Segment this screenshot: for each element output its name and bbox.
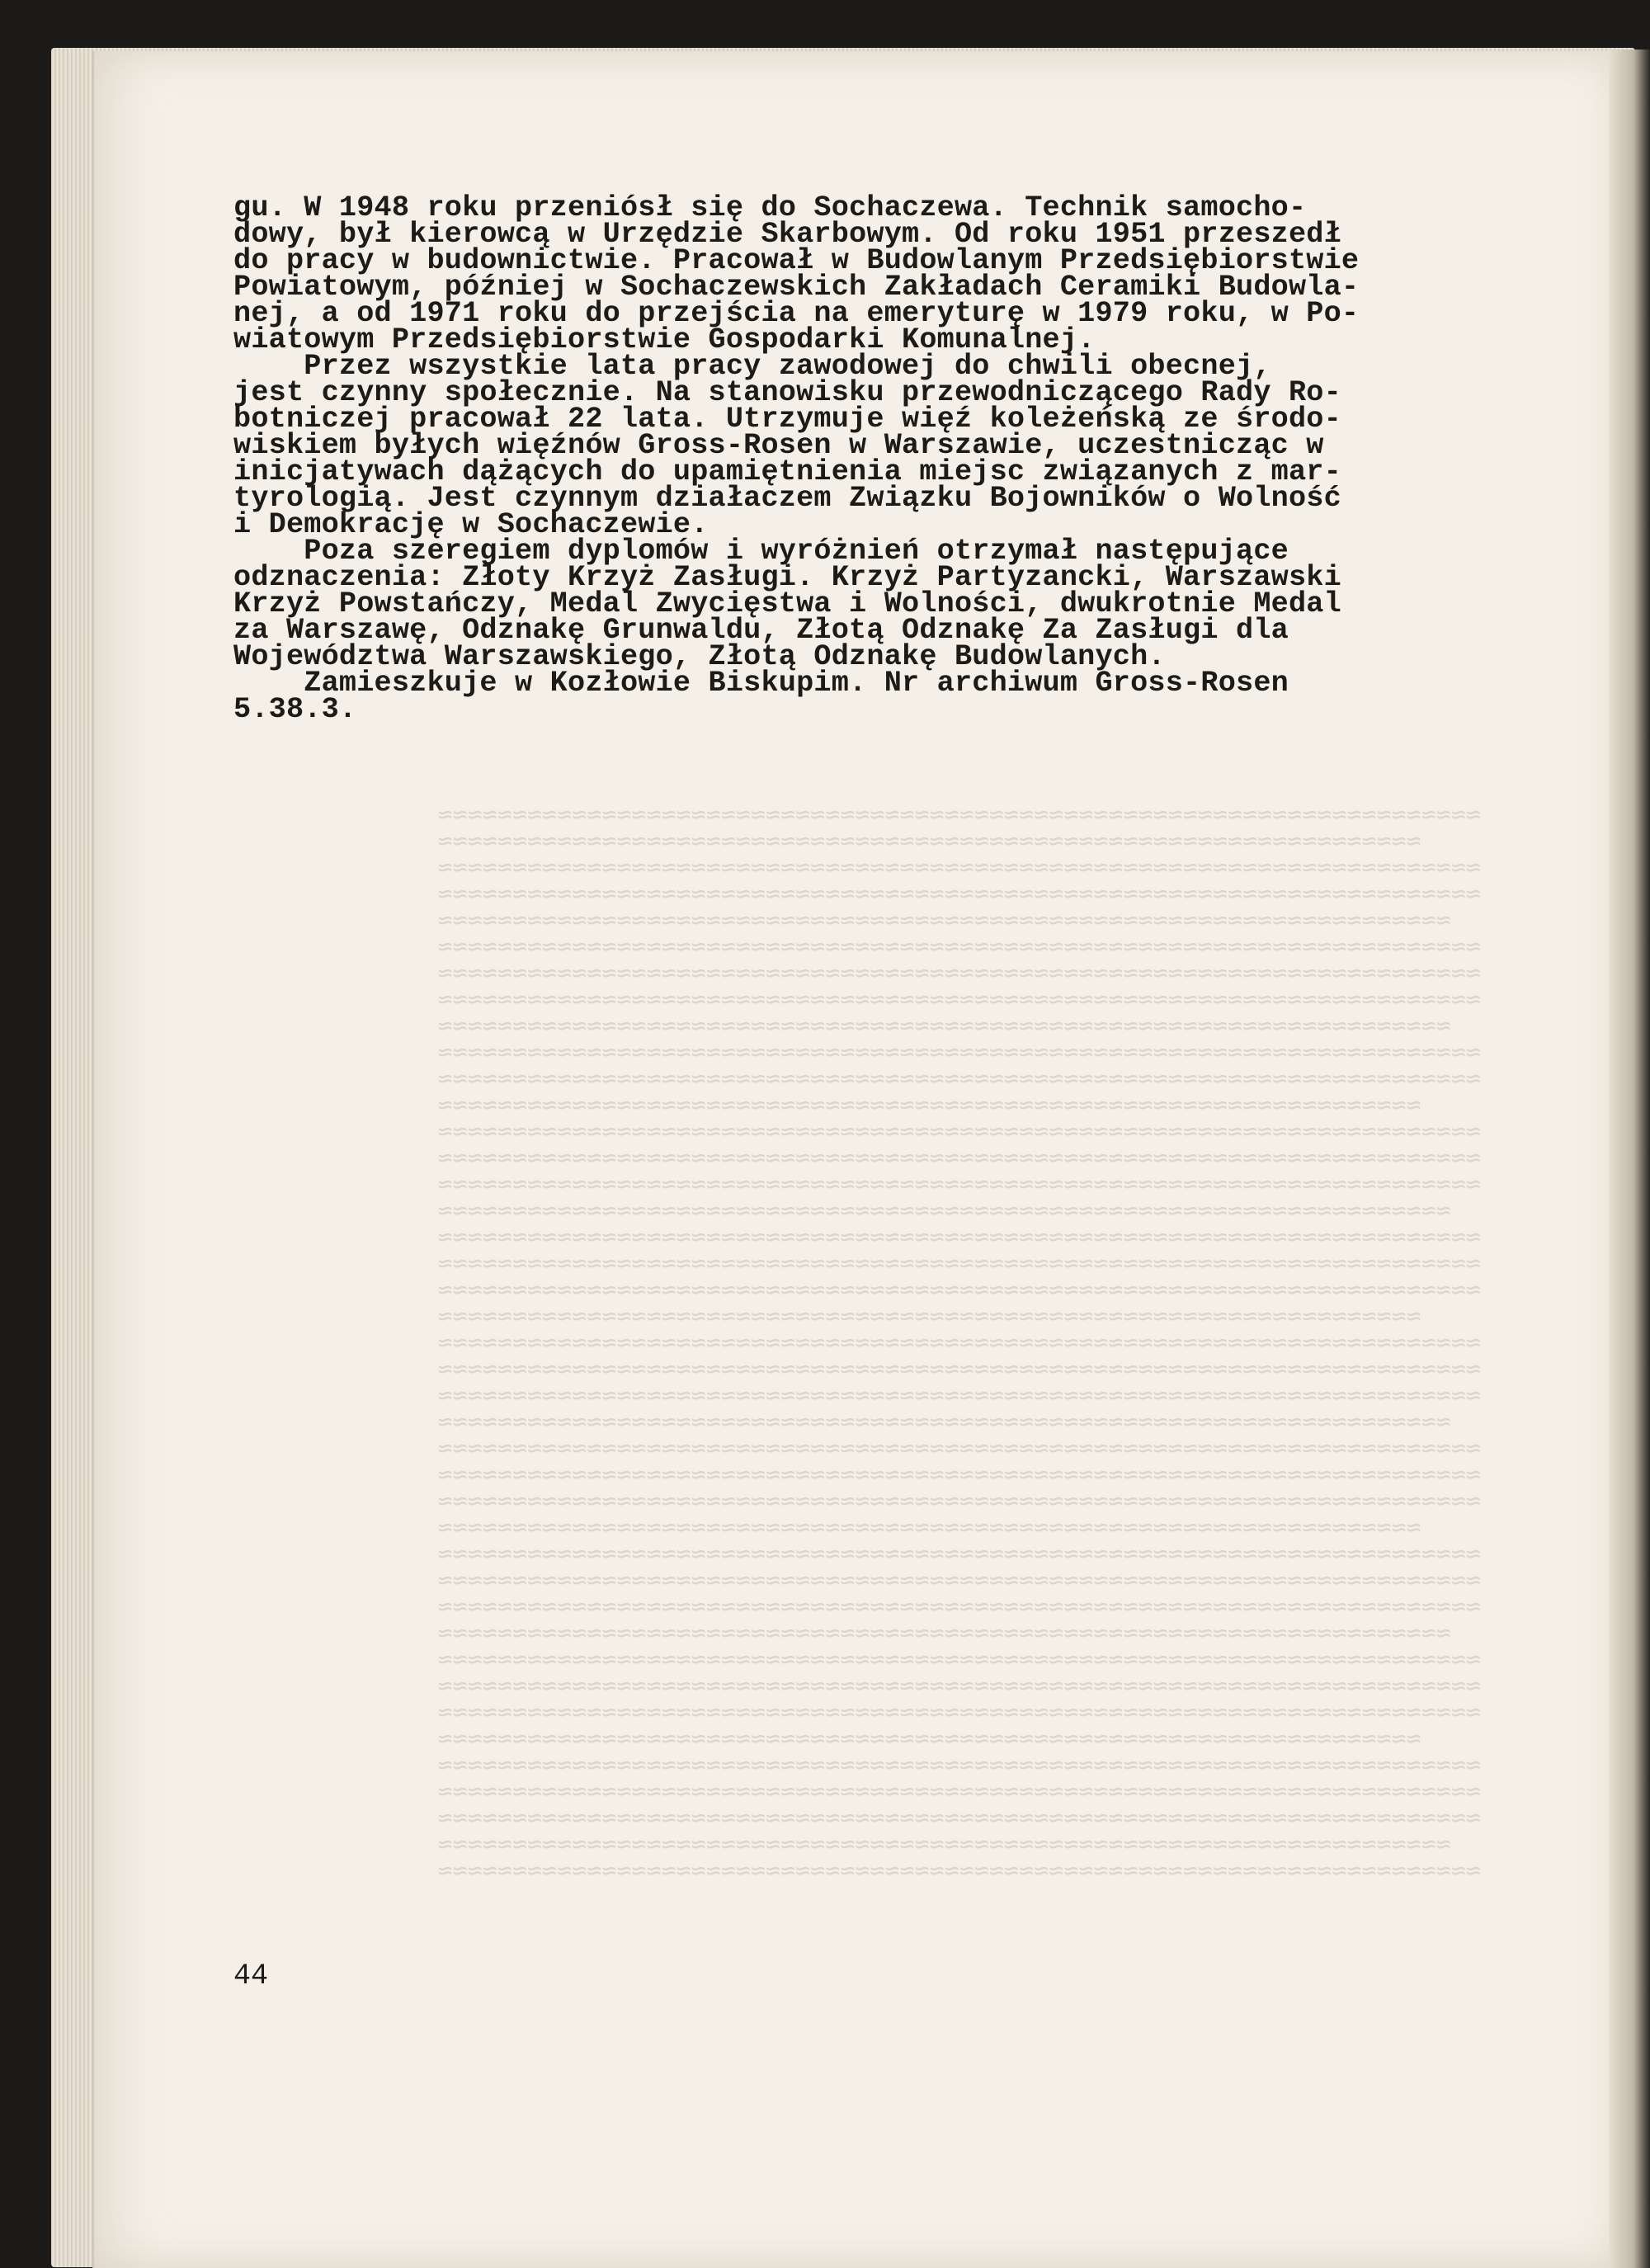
text-line: Zamieszkuje w Kozłowie Biskupim. Nr archiwum Gross-Rosen — [233, 667, 1289, 700]
text-line: nej, a od 1971 roku do przejścia na emeryturę w 1979 roku, w Po- — [233, 297, 1360, 330]
text-line: i Demokrację w Sochaczewie. — [233, 508, 709, 541]
text-line: Powiatowym, później w Sochaczewskich Zakładach Ceramiki Budowla- — [233, 271, 1360, 304]
text-line: dowy, był kierowcą w Urzędzie Skarbowym. Od roku 1951 przeszedł — [233, 218, 1341, 251]
page-right-shadow — [1609, 50, 1650, 2268]
text-line: tyrologią. Jest czynnym działaczem Związku Bojowników o Wolność — [233, 482, 1341, 515]
text-line: wiatowym Przedsiębiorstwie Gospodarki Komunalnej. — [233, 323, 1096, 356]
text-line: odznaczenia: Złoty Krzyż Zasługi. Krzyż Partyzancki, Warszawski — [233, 561, 1341, 594]
text-line: za Warszawę, Odznakę Grunwaldu, Złotą Odznakę Za Zasługi dla — [233, 614, 1289, 647]
body-text — [233, 191, 1487, 726]
text-line: botniczej pracował 22 lata. Utrzymuje więź koleżeńską ze środo- — [233, 403, 1341, 436]
text-line: inicjatywach dążących do upamiętnienia miejsc związanych z mar- — [233, 455, 1341, 488]
page-number: 44 — [233, 1959, 269, 1992]
bleed-through-texture: ≈≈≈≈≈≈≈≈≈≈≈≈≈≈≈≈≈≈≈≈≈≈≈≈≈≈≈≈≈≈≈≈≈≈≈≈≈≈≈≈≈≈≈≈≈≈≈≈≈≈≈≈≈≈≈≈≈≈≈≈≈≈≈≈≈≈≈≈≈≈ ≈≈≈≈≈≈≈≈≈≈≈≈≈≈≈≈≈≈≈≈≈≈≈≈≈≈≈≈≈≈≈≈≈≈≈≈≈≈≈≈≈≈≈≈≈≈≈≈≈≈≈≈≈≈≈≈≈≈≈≈≈≈≈≈≈≈ ≈≈≈≈≈≈≈≈≈≈≈≈≈≈≈≈≈≈≈≈≈≈≈≈≈≈≈≈≈≈≈≈≈≈≈≈≈≈≈≈≈≈≈≈≈≈≈≈≈≈≈≈≈≈≈≈≈≈≈≈≈≈≈≈≈≈≈≈≈≈ ≈≈≈≈≈≈≈≈≈≈≈≈≈≈≈≈≈≈≈≈≈≈≈≈≈≈≈≈≈≈≈≈≈≈≈≈≈≈≈≈≈≈≈≈≈≈≈≈≈≈≈≈≈≈≈≈≈≈≈≈≈≈≈≈≈≈≈≈≈≈ ≈≈≈≈≈≈≈≈≈≈≈≈≈≈≈≈≈≈≈≈≈≈≈≈≈≈≈≈≈≈≈≈≈≈≈≈≈≈≈≈≈≈≈≈≈≈≈≈≈≈≈≈≈≈≈≈≈≈≈≈≈≈≈≈≈≈≈≈ ≈≈≈≈≈≈≈≈≈≈≈≈≈≈≈≈≈≈≈≈≈≈≈≈≈≈≈≈≈≈≈≈≈≈≈≈≈≈≈≈≈≈≈≈≈≈≈≈≈≈≈≈≈≈≈≈≈≈≈≈≈≈≈≈≈≈≈≈≈≈ ≈≈≈≈≈≈≈≈≈≈≈≈≈≈≈≈≈≈≈≈≈≈≈≈≈≈≈≈≈≈≈≈≈≈≈≈≈≈≈≈≈≈≈≈≈≈≈≈≈≈≈≈≈≈≈≈≈≈≈≈≈≈≈≈≈≈≈≈≈≈ ≈≈≈≈≈≈≈≈≈≈≈≈≈≈≈≈≈≈≈≈≈≈≈≈≈≈≈≈≈≈≈≈≈≈≈≈≈≈≈≈≈≈≈≈≈≈≈≈≈≈≈≈≈≈≈≈≈≈≈≈≈≈≈≈≈≈≈≈≈≈ ≈≈≈≈≈≈≈≈≈≈≈≈≈≈≈≈≈≈≈≈≈≈≈≈≈≈≈≈≈≈≈≈≈≈≈≈≈≈≈≈≈≈≈≈≈≈≈≈≈≈≈≈≈≈≈≈≈≈≈≈≈≈≈≈≈≈≈≈ ≈≈≈≈≈≈≈≈≈≈≈≈≈≈≈≈≈≈≈≈≈≈≈≈≈≈≈≈≈≈≈≈≈≈≈≈≈≈≈≈≈≈≈≈≈≈≈≈≈≈≈≈≈≈≈≈≈≈≈≈≈≈≈≈≈≈≈≈≈≈ ≈≈≈≈≈≈≈≈≈≈≈≈≈≈≈≈≈≈≈≈≈≈≈≈≈≈≈≈≈≈≈≈≈≈≈≈≈≈≈≈≈≈≈≈≈≈≈≈≈≈≈≈≈≈≈≈≈≈≈≈≈≈≈≈≈≈≈≈≈≈ ≈≈≈≈≈≈≈≈≈≈≈≈≈≈≈≈≈≈≈≈≈≈≈≈≈≈≈≈≈≈≈≈≈≈≈≈≈≈≈≈≈≈≈≈≈≈≈≈≈≈≈≈≈≈≈≈≈≈≈≈≈≈≈≈≈≈ ≈≈≈≈≈≈≈≈≈≈≈≈≈≈≈≈≈≈≈≈≈≈≈≈≈≈≈≈≈≈≈≈≈≈≈≈≈≈≈≈≈≈≈≈≈≈≈≈≈≈≈≈≈≈≈≈≈≈≈≈≈≈≈≈≈≈≈≈≈≈ ≈≈≈≈≈≈≈≈≈≈≈≈≈≈≈≈≈≈≈≈≈≈≈≈≈≈≈≈≈≈≈≈≈≈≈≈≈≈≈≈≈≈≈≈≈≈≈≈≈≈≈≈≈≈≈≈≈≈≈≈≈≈≈≈≈≈≈≈≈≈ ≈≈≈≈≈≈≈≈≈≈≈≈≈≈≈≈≈≈≈≈≈≈≈≈≈≈≈≈≈≈≈≈≈≈≈≈≈≈≈≈≈≈≈≈≈≈≈≈≈≈≈≈≈≈≈≈≈≈≈≈≈≈≈≈≈≈≈≈≈≈ ≈≈≈≈≈≈≈≈≈≈≈≈≈≈≈≈≈≈≈≈≈≈≈≈≈≈≈≈≈≈≈≈≈≈≈≈≈≈≈≈≈≈≈≈≈≈≈≈≈≈≈≈≈≈≈≈≈≈≈≈≈≈≈≈≈≈≈≈ ≈≈≈≈≈≈≈≈≈≈≈≈≈≈≈≈≈≈≈≈≈≈≈≈≈≈≈≈≈≈≈≈≈≈≈≈≈≈≈≈≈≈≈≈≈≈≈≈≈≈≈≈≈≈≈≈≈≈≈≈≈≈≈≈≈≈≈≈≈≈ ≈≈≈≈≈≈≈≈≈≈≈≈≈≈≈≈≈≈≈≈≈≈≈≈≈≈≈≈≈≈≈≈≈≈≈≈≈≈≈≈≈≈≈≈≈≈≈≈≈≈≈≈≈≈≈≈≈≈≈≈≈≈≈≈≈≈≈≈≈≈ ≈≈≈≈≈≈≈≈≈≈≈≈≈≈≈≈≈≈≈≈≈≈≈≈≈≈≈≈≈≈≈≈≈≈≈≈≈≈≈≈≈≈≈≈≈≈≈≈≈≈≈≈≈≈≈≈≈≈≈≈≈≈≈≈≈≈≈≈≈≈ ≈≈≈≈≈≈≈≈≈≈≈≈≈≈≈≈≈≈≈≈≈≈≈≈≈≈≈≈≈≈≈≈≈≈≈≈≈≈≈≈≈≈≈≈≈≈≈≈≈≈≈≈≈≈≈≈≈≈≈≈≈≈≈≈≈≈ ≈≈≈≈≈≈≈≈≈≈≈≈≈≈≈≈≈≈≈≈≈≈≈≈≈≈≈≈≈≈≈≈≈≈≈≈≈≈≈≈≈≈≈≈≈≈≈≈≈≈≈≈≈≈≈≈≈≈≈≈≈≈≈≈≈≈≈≈≈≈ ≈≈≈≈≈≈≈≈≈≈≈≈≈≈≈≈≈≈≈≈≈≈≈≈≈≈≈≈≈≈≈≈≈≈≈≈≈≈≈≈≈≈≈≈≈≈≈≈≈≈≈≈≈≈≈≈≈≈≈≈≈≈≈≈≈≈≈≈≈≈ ≈≈≈≈≈≈≈≈≈≈≈≈≈≈≈≈≈≈≈≈≈≈≈≈≈≈≈≈≈≈≈≈≈≈≈≈≈≈≈≈≈≈≈≈≈≈≈≈≈≈≈≈≈≈≈≈≈≈≈≈≈≈≈≈≈≈≈≈≈≈ ≈≈≈≈≈≈≈≈≈≈≈≈≈≈≈≈≈≈≈≈≈≈≈≈≈≈≈≈≈≈≈≈≈≈≈≈≈≈≈≈≈≈≈≈≈≈≈≈≈≈≈≈≈≈≈≈≈≈≈≈≈≈≈≈≈≈≈≈ ≈≈≈≈≈≈≈≈≈≈≈≈≈≈≈≈≈≈≈≈≈≈≈≈≈≈≈≈≈≈≈≈≈≈≈≈≈≈≈≈≈≈≈≈≈≈≈≈≈≈≈≈≈≈≈≈≈≈≈≈≈≈≈≈≈≈≈≈≈≈ ≈≈≈≈≈≈≈≈≈≈≈≈≈≈≈≈≈≈≈≈≈≈≈≈≈≈≈≈≈≈≈≈≈≈≈≈≈≈≈≈≈≈≈≈≈≈≈≈≈≈≈≈≈≈≈≈≈≈≈≈≈≈≈≈≈≈≈≈≈≈ ≈≈≈≈≈≈≈≈≈≈≈≈≈≈≈≈≈≈≈≈≈≈≈≈≈≈≈≈≈≈≈≈≈≈≈≈≈≈≈≈≈≈≈≈≈≈≈≈≈≈≈≈≈≈≈≈≈≈≈≈≈≈≈≈≈≈≈≈≈≈ ≈≈≈≈≈≈≈≈≈≈≈≈≈≈≈≈≈≈≈≈≈≈≈≈≈≈≈≈≈≈≈≈≈≈≈≈≈≈≈≈≈≈≈≈≈≈≈≈≈≈≈≈≈≈≈≈≈≈≈≈≈≈≈≈≈≈ ≈≈≈≈≈≈≈≈≈≈≈≈≈≈≈≈≈≈≈≈≈≈≈≈≈≈≈≈≈≈≈≈≈≈≈≈≈≈≈≈≈≈≈≈≈≈≈≈≈≈≈≈≈≈≈≈≈≈≈≈≈≈≈≈≈≈≈≈≈≈ ≈≈≈≈≈≈≈≈≈≈≈≈≈≈≈≈≈≈≈≈≈≈≈≈≈≈≈≈≈≈≈≈≈≈≈≈≈≈≈≈≈≈≈≈≈≈≈≈≈≈≈≈≈≈≈≈≈≈≈≈≈≈≈≈≈≈≈≈≈≈ ≈≈≈≈≈≈≈≈≈≈≈≈≈≈≈≈≈≈≈≈≈≈≈≈≈≈≈≈≈≈≈≈≈≈≈≈≈≈≈≈≈≈≈≈≈≈≈≈≈≈≈≈≈≈≈≈≈≈≈≈≈≈≈≈≈≈≈≈≈≈ ≈≈≈≈≈≈≈≈≈≈≈≈≈≈≈≈≈≈≈≈≈≈≈≈≈≈≈≈≈≈≈≈≈≈≈≈≈≈≈≈≈≈≈≈≈≈≈≈≈≈≈≈≈≈≈≈≈≈≈≈≈≈≈≈≈≈≈≈ ≈≈≈≈≈≈≈≈≈≈≈≈≈≈≈≈≈≈≈≈≈≈≈≈≈≈≈≈≈≈≈≈≈≈≈≈≈≈≈≈≈≈≈≈≈≈≈≈≈≈≈≈≈≈≈≈≈≈≈≈≈≈≈≈≈≈≈≈≈≈ ≈≈≈≈≈≈≈≈≈≈≈≈≈≈≈≈≈≈≈≈≈≈≈≈≈≈≈≈≈≈≈≈≈≈≈≈≈≈≈≈≈≈≈≈≈≈≈≈≈≈≈≈≈≈≈≈≈≈≈≈≈≈≈≈≈≈≈≈≈≈ ≈≈≈≈≈≈≈≈≈≈≈≈≈≈≈≈≈≈≈≈≈≈≈≈≈≈≈≈≈≈≈≈≈≈≈≈≈≈≈≈≈≈≈≈≈≈≈≈≈≈≈≈≈≈≈≈≈≈≈≈≈≈≈≈≈≈≈≈≈≈ ≈≈≈≈≈≈≈≈≈≈≈≈≈≈≈≈≈≈≈≈≈≈≈≈≈≈≈≈≈≈≈≈≈≈≈≈≈≈≈≈≈≈≈≈≈≈≈≈≈≈≈≈≈≈≈≈≈≈≈≈≈≈≈≈≈≈ ≈≈≈≈≈≈≈≈≈≈≈≈≈≈≈≈≈≈≈≈≈≈≈≈≈≈≈≈≈≈≈≈≈≈≈≈≈≈≈≈≈≈≈≈≈≈≈≈≈≈≈≈≈≈≈≈≈≈≈≈≈≈≈≈≈≈≈≈≈≈ ≈≈≈≈≈≈≈≈≈≈≈≈≈≈≈≈≈≈≈≈≈≈≈≈≈≈≈≈≈≈≈≈≈≈≈≈≈≈≈≈≈≈≈≈≈≈≈≈≈≈≈≈≈≈≈≈≈≈≈≈≈≈≈≈≈≈≈≈≈≈ ≈≈≈≈≈≈≈≈≈≈≈≈≈≈≈≈≈≈≈≈≈≈≈≈≈≈≈≈≈≈≈≈≈≈≈≈≈≈≈≈≈≈≈≈≈≈≈≈≈≈≈≈≈≈≈≈≈≈≈≈≈≈≈≈≈≈≈≈≈≈ ≈≈≈≈≈≈≈≈≈≈≈≈≈≈≈≈≈≈≈≈≈≈≈≈≈≈≈≈≈≈≈≈≈≈≈≈≈≈≈≈≈≈≈≈≈≈≈≈≈≈≈≈≈≈≈≈≈≈≈≈≈≈≈≈≈≈≈≈ ≈≈≈≈≈≈≈≈≈≈≈≈≈≈≈≈≈≈≈≈≈≈≈≈≈≈≈≈≈≈≈≈≈≈≈≈≈≈≈≈≈≈≈≈≈≈≈≈≈≈≈≈≈≈≈≈≈≈≈≈≈≈≈≈≈≈≈≈≈≈ — [437, 800, 1481, 1885]
text-line: 5.38.3. — [233, 693, 357, 726]
text-line: Województwa Warszawskiego, Złotą Odznakę Budowlanych. — [233, 640, 1166, 673]
text-line: jest czynny społecznie. Na stanowisku przewodniczącego Rady Ro- — [233, 376, 1341, 409]
text-line: Krzyż Powstańczy, Medal Zwycięstwa i Wolności, dwukrotnie Medal — [233, 587, 1341, 620]
text-line: gu. W 1948 roku przeniósł się do Sochaczewa. Technik samocho- — [233, 191, 1307, 224]
text-line: do pracy w budownictwie. Pracował w Budowlanym Przedsiębiorstwie — [233, 244, 1360, 277]
text-line: Przez wszystkie lata pracy zawodowej do chwili obecnej, — [233, 350, 1271, 383]
text-line: wiskiem byłych więźnów Gross-Rosen w Warszawie, uczestnicząc w — [233, 429, 1324, 462]
text-line: Poza szeregiem dyplomów i wyróżnień otrzymał następujące — [233, 535, 1289, 568]
